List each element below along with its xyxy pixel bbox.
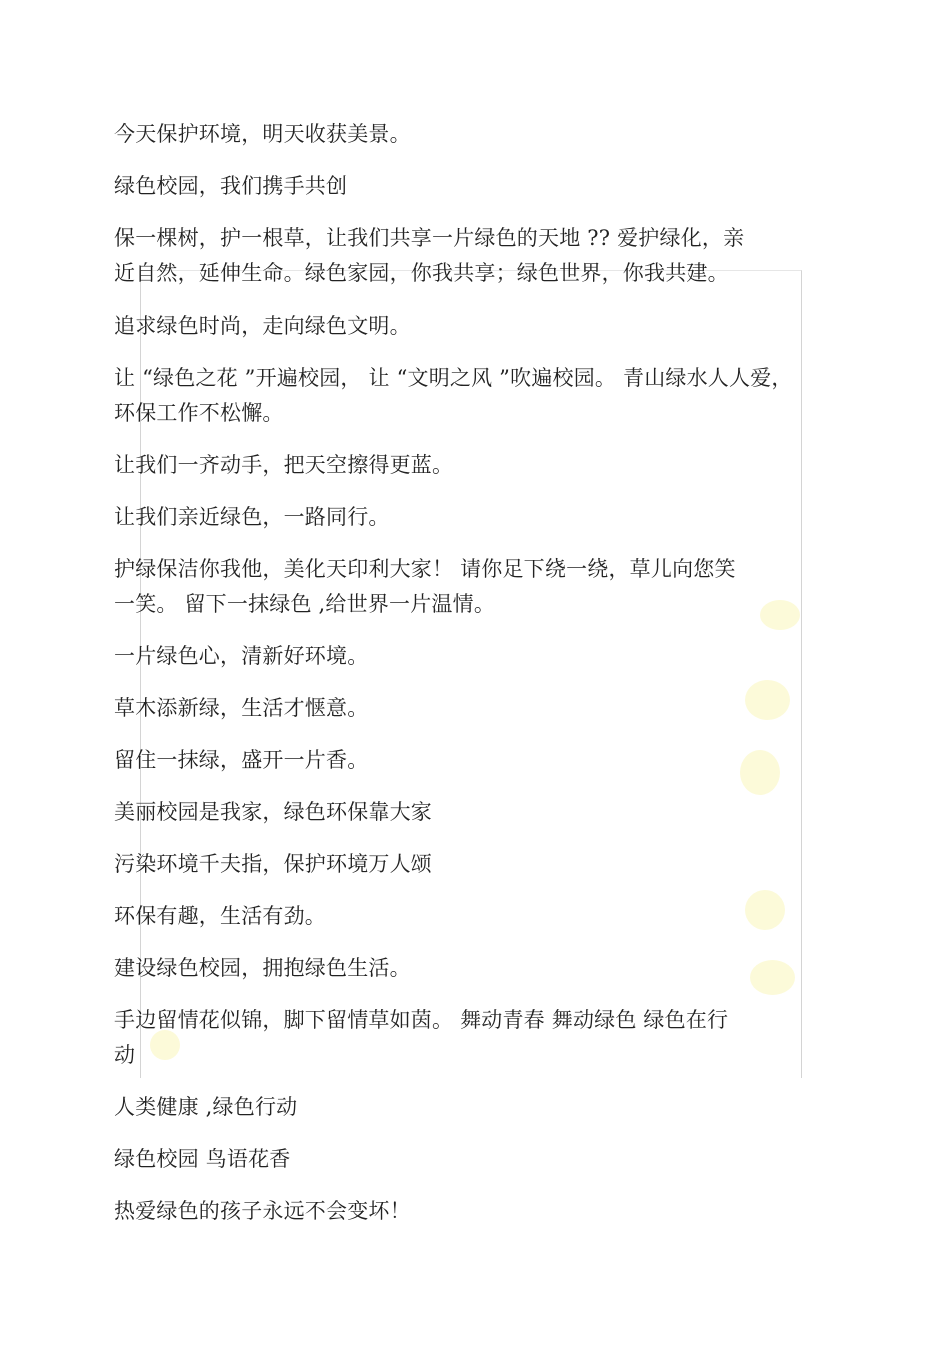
slogan-line: 环保有趣，生活有劲。 <box>114 904 326 928</box>
slogan-line: 今天保护环境，明天收获美景。 <box>114 122 411 146</box>
slogan-line: 保一棵树，护一根草，让我们共享一片绿色的天地 ?? 爱护绿化，亲 <box>114 226 745 250</box>
slogan-line: 建设绿色校园，拥抱绿色生活。 <box>114 956 411 980</box>
slogan-line: 近自然，延伸生命。绿色家园，你我共享；绿色世界，你我共建。 <box>114 261 729 285</box>
slogan-line: 让我们亲近绿色，一路同行。 <box>114 505 390 529</box>
slogan-line: 绿色校园，我们携手共创 <box>114 174 348 198</box>
slogan-line: 追求绿色时尚，走向绿色文明。 <box>114 314 411 338</box>
slogan-line: 动 <box>114 1043 136 1067</box>
slogan-line: 留住一抹绿，盛开一片香。 <box>114 748 369 772</box>
slogan-line: 一片绿色心，清新好环境。 <box>114 644 369 668</box>
slogan-line: 一笑。 留下一抹绿色 ,给世界一片温情。 <box>114 592 496 616</box>
slogan-line: 热爱绿色的孩子永远不会变坏！ <box>114 1199 411 1223</box>
slogan-line: 草木添新绿，生活才惬意。 <box>114 696 369 720</box>
slogan-line: 污染环境千夫指，保护环境万人颂 <box>114 852 432 876</box>
slogan-line: 环保工作不松懈。 <box>114 401 284 425</box>
slogan-line: 手边留情花似锦，脚下留情草如茵。 舞动青春 舞动绿色 绿色在行 <box>114 1008 729 1032</box>
slogan-line: 让 “绿色之花 ”开遍校园， 让 “文明之风 ”吹遍校园。 青山绿水人人爱， <box>114 366 793 390</box>
slogan-line: 人类健康 ,绿色行动 <box>114 1095 298 1119</box>
slogan-line: 护绿保洁你我他，美化天印利大家！ 请你足下绕一绕，草儿向您笑 <box>114 557 736 581</box>
slogan-line: 绿色校园 鸟语花香 <box>114 1147 291 1171</box>
slogan-line: 美丽校园是我家，绿色环保靠大家 <box>114 800 432 824</box>
slogan-line: 让我们一齐动手，把天空擦得更蓝。 <box>114 453 454 477</box>
